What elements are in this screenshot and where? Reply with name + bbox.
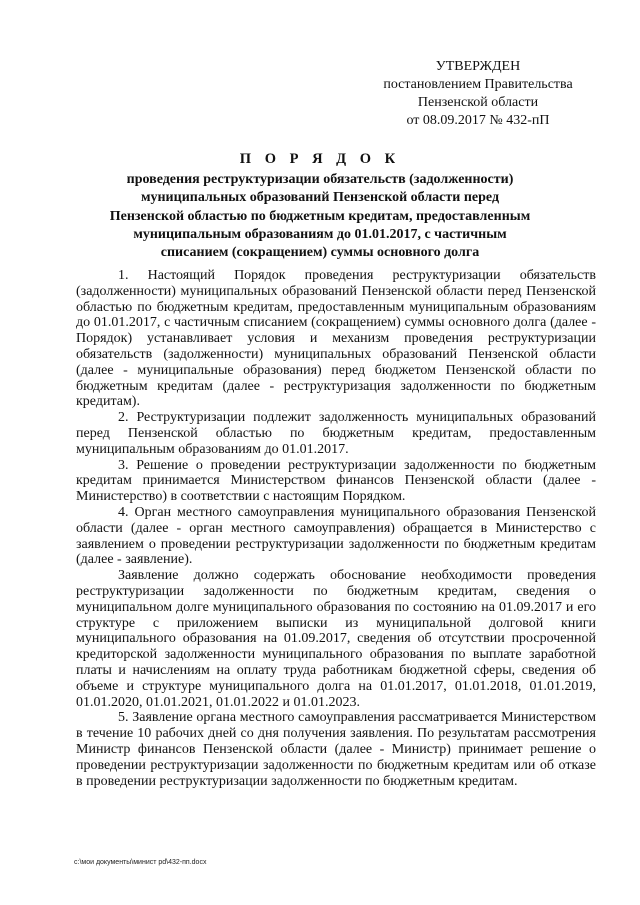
title-line: проведения реструктуризации обязательств (задолженности) [126,172,514,188]
approval-heading: УТВЕРЖДЕН [435,59,521,74]
paragraph-4-continued: Заявление должно содержать обоснование необходимости проведения реструктуризации задолженности по бюджетным кредитам, сведения о муниципальном долге муниципального образования по состоянию на 01.09.2017 и его структуре с приложением выписки из муниципальной долговой книги муниципального образования на 01.09.2017, сведения об отсутствии просроченной кредиторской задолженности муниципального образования по выплате заработной платы и начислениям на оплату труда работникам бюджетной сферы, сведения об объеме и структуре муниципального долга на 01.01.2017, 01.01.2018, 01.01.2019, 01.01.2020, 01.01.2021, 01.01.2022 и 01.01.2023. [76,568,596,710]
paragraph-2: 2. Реструктуризации подлежит задолженность муниципальных образований перед Пензенской областью по бюджетным кредитам, предоставленным муниципальным образованиям до 01.01.2017. [76,410,596,457]
approval-date-number: от 08.09.2017 № 432-пП [406,113,550,128]
paragraph-3: 3. Решение о проведении реструктуризации задолженности по бюджетным кредитам принимается Министерством финансов Пензенской области (далее - Министерство) в соответствии с настоящим Порядком. [76,457,596,505]
title-word: П О Р Я Д О К [239,151,401,167]
title-line: списанием (сокращением) суммы основного долга [160,245,480,261]
title-line: муниципальных образований Пензенской области перед [140,190,500,206]
title-line: муниципальным образованиям до 01.01.2017, с частичным [133,226,507,242]
document-body [76,268,596,789]
approval-resolution: постановлением Правительства [383,77,573,92]
approval-block [360,58,596,130]
paragraph-5: 5. Заявление органа местного самоуправления рассматривается Министерством в течение 10 рабочих дней со дня получения заявления. По результатам рассмотрения Министр финансов Пензенской области (далее - Министр) принимает решение о проведении реструктуризации задолженности по бюджетным кредитам или об отказе в проведении реструктуризации задолженности по бюджетным кредитам. [76,710,596,789]
title-line: Пензенской областью по бюджетным кредитам, предоставленным [109,208,531,224]
paragraph-4: 4. Орган местного самоуправления муниципального образования Пензенской области (далее - орган местного самоуправления) обращается в Министерство с заявлением о проведении реструктуризации задолженности по бюджетным кредитам (далее - заявление). [76,504,596,568]
file-path-footer: c:\мои документы\минист pd\432-пп.docx [74,859,207,866]
document-title [60,150,580,262]
paragraph-1: 1. Настоящий Порядок проведения реструктуризации обязательств (задолженности) муниципальных образований Пензенской области перед Пензенской областью по бюджетным кредитам, предоставленным муниципальным образованиям до 01.01.2017, с частичным списанием (сокращением) суммы основного долга (далее - Порядок) устанавливает условия и механизм проведения реструктуризации обязательств (задолженности) муниципальных образований Пензенской области (далее - муниципальные образования) перед бюджетом Пензенской области по бюджетным кредитам (далее - реструктуризация задолженности по бюджетным кредитам). [76,268,596,410]
approval-region: Пензенской области [417,95,539,110]
